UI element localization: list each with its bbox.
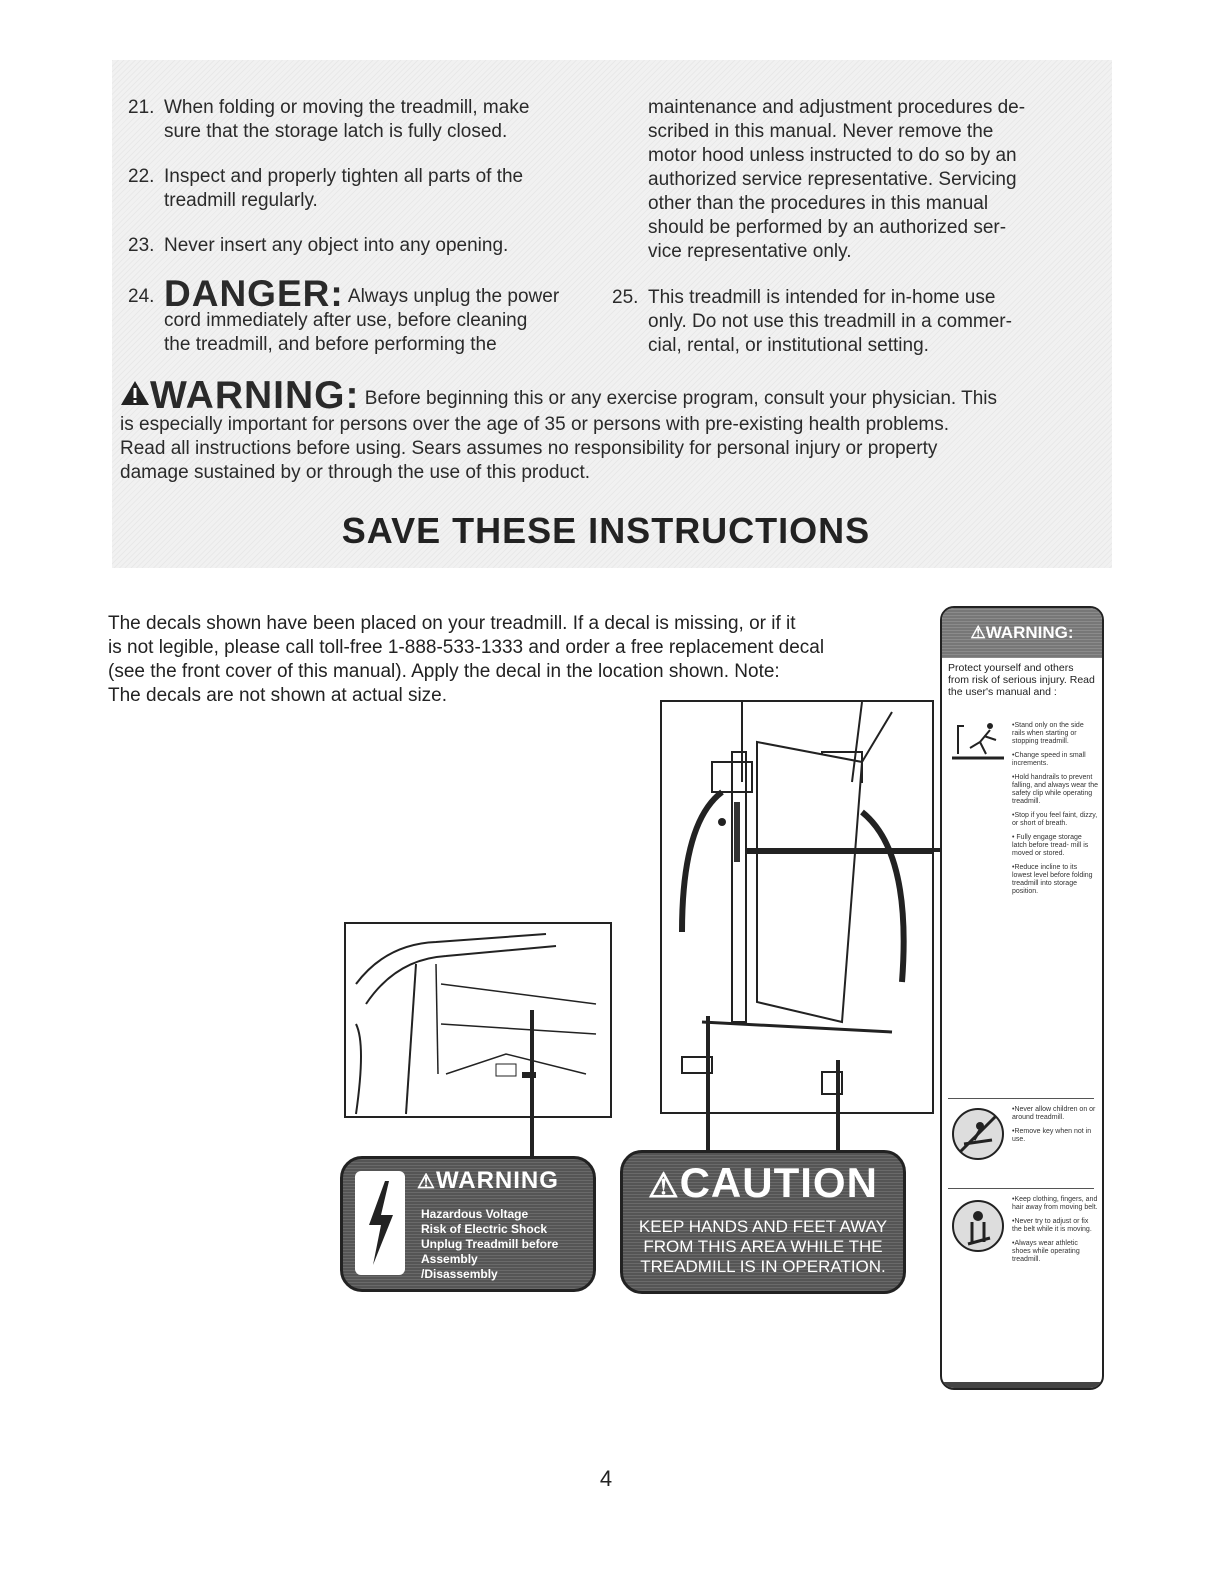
safety-item-23: 23. Never insert any object into any opening. bbox=[128, 235, 509, 256]
pointer-line-right bbox=[836, 1060, 840, 1160]
warning-triangle-icon: ⚠ bbox=[970, 623, 986, 642]
side-decal-list-2: •Never allow children on or around treadmill. •Remove key when not in use. bbox=[1012, 1106, 1096, 1143]
warning-triangle-icon bbox=[120, 380, 150, 413]
danger-label: DANGER: bbox=[164, 273, 344, 314]
divider bbox=[948, 1098, 1094, 1099]
save-instructions-title: SAVE THESE INSTRUCTIONS bbox=[341, 510, 871, 551]
page-number: 4 bbox=[599, 1466, 613, 1491]
safety-item-25: 25. This treadmill is intended for in-home use only. Do not use this treadmill in a commer- cial, rental, or institutional setting. bbox=[612, 287, 1012, 356]
side-warning-decal bbox=[940, 606, 1104, 1390]
caution-decal-text: KEEP HANDS AND FEET AWAY FROM THIS AREA WHILE THE TREADMILL IS IN OPERATION. bbox=[638, 1217, 888, 1276]
pointer-line-left bbox=[530, 1010, 534, 1160]
electric-warning-decal bbox=[340, 1156, 596, 1292]
warning-label: WARNING: bbox=[150, 374, 360, 417]
moving-belt-hazard-icon bbox=[950, 1198, 1006, 1259]
safety-item-22: 22. Inspect and properly tighten all parts of the treadmill regularly. bbox=[128, 166, 524, 211]
decals-intro: The decals shown have been placed on your treadmill. If a decal is missing, or if it is not legible, please call toll-free 1-888-533-1333 and order a free replacement decal (see the front cover of this manual). Apply the decal in the location shown. Note: The decals are not shown at actual size. bbox=[108, 613, 825, 706]
safety-item-24-continued: maintenance and adjustment procedures de- scribed in this manual. Never remove the motor hood unless instructed to do so by an authorized service representative. Servicing other than the procedures in this manual should be performed by an authorized ser- vice representative only. bbox=[648, 97, 1026, 262]
no-children-icon bbox=[950, 1106, 1006, 1167]
caution-decal bbox=[620, 1150, 906, 1294]
warning-paragraph: WARNING: Before beginning this or any exercise program, consult your physician. This is especially important for persons over the age of 35 or persons with pre-existing health problems. Read all instructions before using. Sears assumes no responsibility for personal injury or property damage sustained by or through the use of this product. bbox=[120, 374, 998, 483]
caution-triangle-icon: ⚠ bbox=[648, 1167, 680, 1205]
side-decal-list-1: •Stand only on the side rails when starting or stopping treadmill. •Change speed in small increments. •Hold handrails to prevent falling, and always wear the safety clip while operating treadmill. •Stop if you feel faint, dizzy, or short of breath. • Fully engage storage latch before tread- mill is moved or stored. •Reduce incline to its lowest level before folding treadmill into storage position. bbox=[1012, 722, 1098, 895]
pointer-line-middle bbox=[706, 1016, 710, 1160]
side-decal-list-3: •Keep clothing, fingers, and hair away from moving belt. •Never try to adjust or fix the belt while it is moving. •Always wear athletic shoes while operating treadmill. bbox=[1012, 1196, 1098, 1263]
treadmill-illustration bbox=[660, 700, 934, 1114]
falling-person-icon bbox=[950, 720, 1006, 765]
electric-decal-title: WARNING bbox=[435, 1167, 559, 1194]
side-decal-title: ⚠WARNING: bbox=[942, 608, 1102, 658]
side-decal-bottom-bar bbox=[942, 1382, 1102, 1388]
safety-item-24: 24. DANGER: Always unplug the power cord immediately after use, before cleaning the treadmill, and before performing the bbox=[128, 273, 560, 355]
side-decal-intro: Protect yourself and others from risk of serious injury. Read the user's manual and : bbox=[948, 662, 1095, 698]
caution-decal-title: CAUTION bbox=[679, 1159, 878, 1206]
safety-item-21: 21. When folding or moving the treadmill, make sure that the storage latch is fully closed. bbox=[128, 97, 530, 142]
warning-triangle-icon: ⚠ bbox=[417, 1171, 436, 1193]
divider bbox=[948, 1188, 1094, 1189]
pointer-line-side-decal bbox=[746, 848, 940, 852]
lightning-icon bbox=[355, 1171, 405, 1275]
base-closeup-illustration bbox=[344, 922, 612, 1118]
electric-decal-text: Hazardous Voltage Risk of Electric Shock Unplug Treadmill before Assembly /Disassembly bbox=[421, 1207, 559, 1281]
